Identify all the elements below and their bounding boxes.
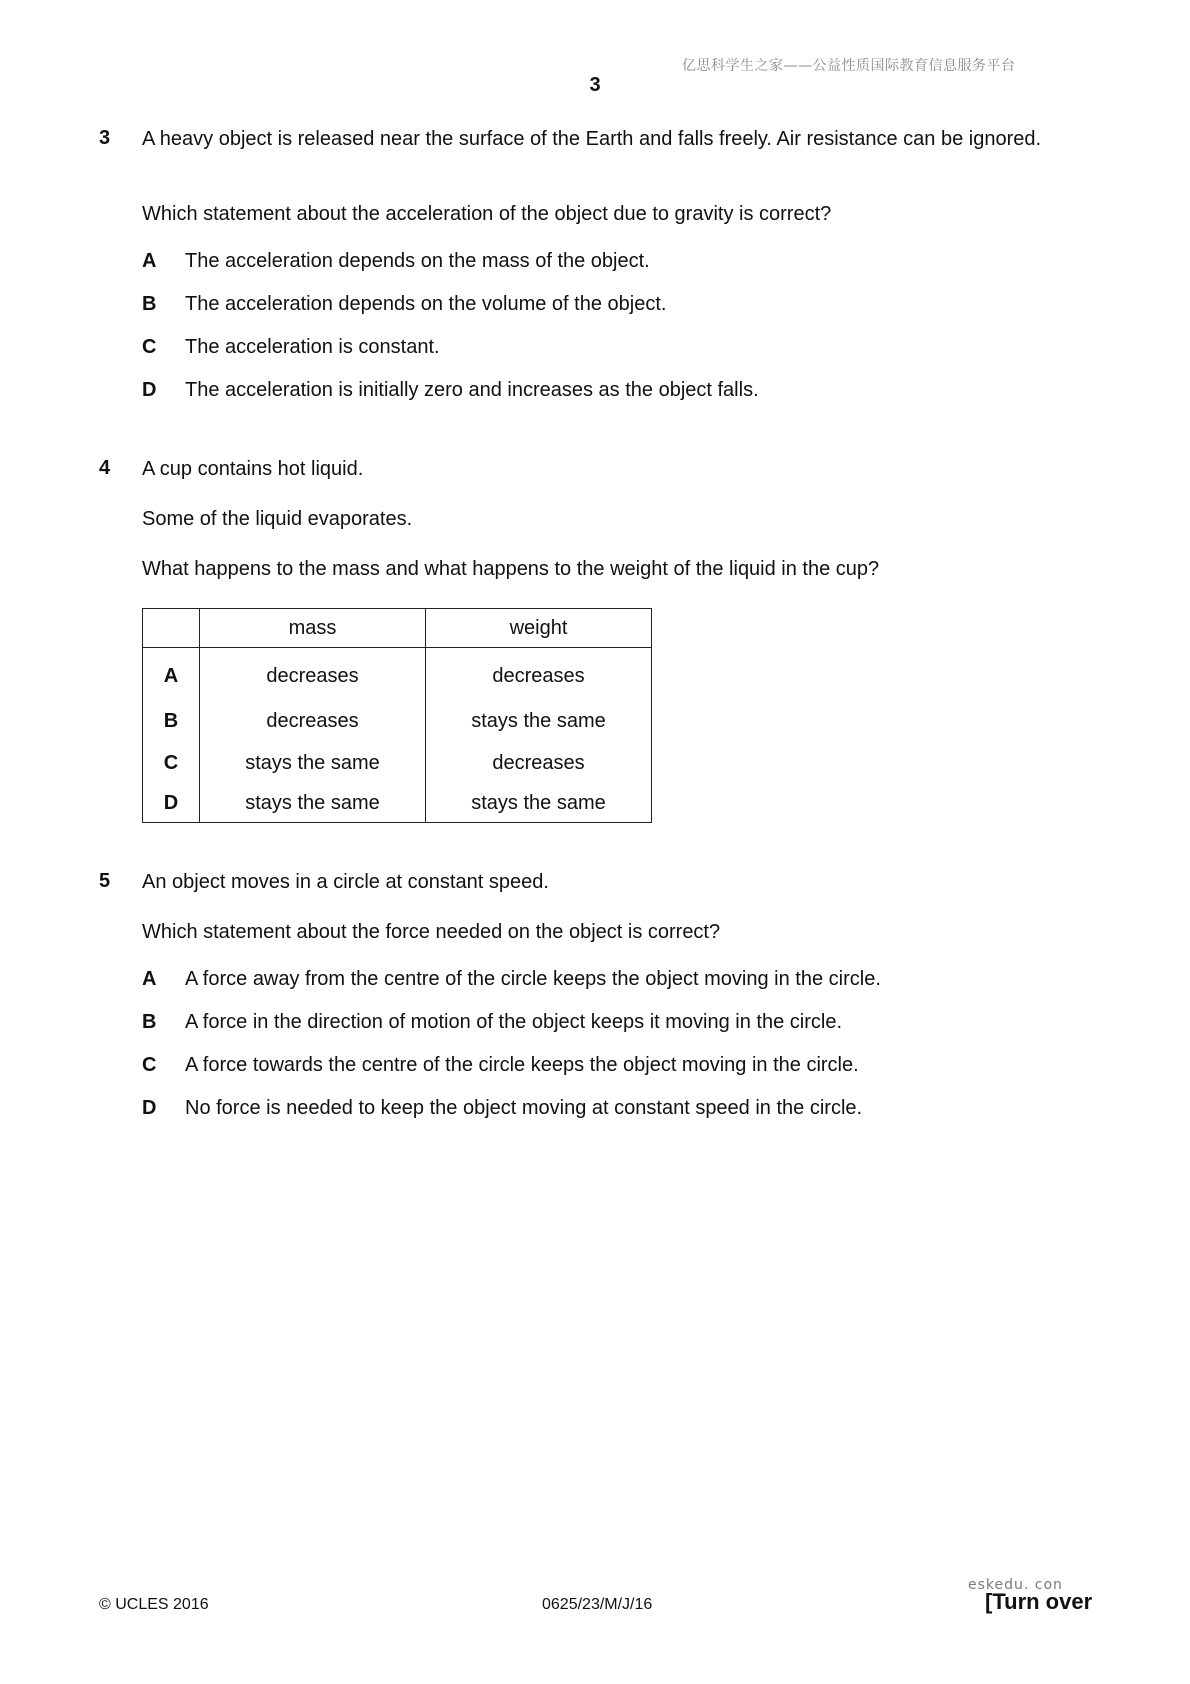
table-cell-mass: stays the same <box>200 784 426 823</box>
question-5-option-c-letter: C <box>142 1054 157 1076</box>
table-cell-mass: stays the same <box>200 742 426 784</box>
table-row <box>143 648 652 701</box>
table-header-mass: mass <box>200 609 426 648</box>
table-header-weight: weight <box>426 609 652 648</box>
question-3-stem: A heavy object is released near the surface of the Earth and falls freely. Air resistance can be ignored. <box>142 128 1042 150</box>
question-5-option-d-letter: D <box>142 1097 157 1119</box>
footer-site-watermark: eskedu. con <box>968 1577 1063 1593</box>
question-3-option-a-text: The acceleration depends on the mass of the object. <box>185 250 650 272</box>
footer-copyright: © UCLES 2016 <box>99 1596 209 1613</box>
footer-turn-over: [Turn over <box>985 1589 1093 1614</box>
question-5-option-a-text: A force away from the centre of the circle keeps the object moving in the circle. <box>185 968 881 990</box>
page-number: 3 <box>589 74 601 96</box>
question-4-prompt: What happens to the mass and what happens to the weight of the liquid in the cup? <box>142 558 880 580</box>
question-3-option-c-text: The acceleration is constant. <box>185 336 440 358</box>
table-row <box>143 742 652 784</box>
question-3-option-d-text: The acceleration is initially zero and increases as the object falls. <box>185 379 759 401</box>
question-4-stem-2: Some of the liquid evaporates. <box>142 508 413 530</box>
table-cell-mass: decreases <box>200 700 426 742</box>
question-5-option-b-text: A force in the direction of motion of the object keeps it moving in the circle. <box>185 1011 843 1033</box>
question-5-option-c-text: A force towards the centre of the circle keeps the object moving in the circle. <box>185 1054 859 1076</box>
footer-paper-code: 0625/23/M/J/16 <box>542 1596 653 1613</box>
question-5-option-d-text: No force is needed to keep the object moving at constant speed in the circle. <box>185 1097 863 1119</box>
question-3-option-b-text: The acceleration depends on the volume of the object. <box>185 293 667 315</box>
question-5-option-a-letter: A <box>142 968 157 990</box>
table-cell-weight: decreases <box>426 742 652 784</box>
question-3-option-b-letter: B <box>142 293 157 315</box>
question-3-option-a-letter: A <box>142 250 157 272</box>
table-header-row <box>143 609 652 648</box>
question-4-answer-table <box>142 608 652 823</box>
question-3-prompt: Which statement about the acceleration of the object due to gravity is correct? <box>142 203 832 225</box>
table-header-empty <box>143 609 200 648</box>
table-row <box>143 700 652 742</box>
table-row-letter: D <box>143 784 200 823</box>
question-3-option-c-letter: C <box>142 336 157 358</box>
question-3-number: 3 <box>99 127 111 149</box>
question-4-stem: A cup contains hot liquid. <box>142 458 364 480</box>
table-cell-weight: decreases <box>426 648 652 701</box>
question-4-number: 4 <box>99 457 111 479</box>
table-cell-weight: stays the same <box>426 700 652 742</box>
table-row <box>143 784 652 823</box>
table-row-letter: C <box>143 742 200 784</box>
question-5-stem: An object moves in a circle at constant speed. <box>142 871 549 893</box>
table-row-letter: A <box>143 648 200 701</box>
question-5-number: 5 <box>99 870 111 892</box>
question-5-prompt: Which statement about the force needed on the object is correct? <box>142 921 721 943</box>
question-3-option-d-letter: D <box>142 379 157 401</box>
watermark-text: 亿思科学生之家——公益性质国际教育信息服务平台 <box>682 58 1016 74</box>
table-row-letter: B <box>143 700 200 742</box>
question-5-option-b-letter: B <box>142 1011 157 1033</box>
table-cell-weight: stays the same <box>426 784 652 823</box>
table-cell-mass: decreases <box>200 648 426 701</box>
